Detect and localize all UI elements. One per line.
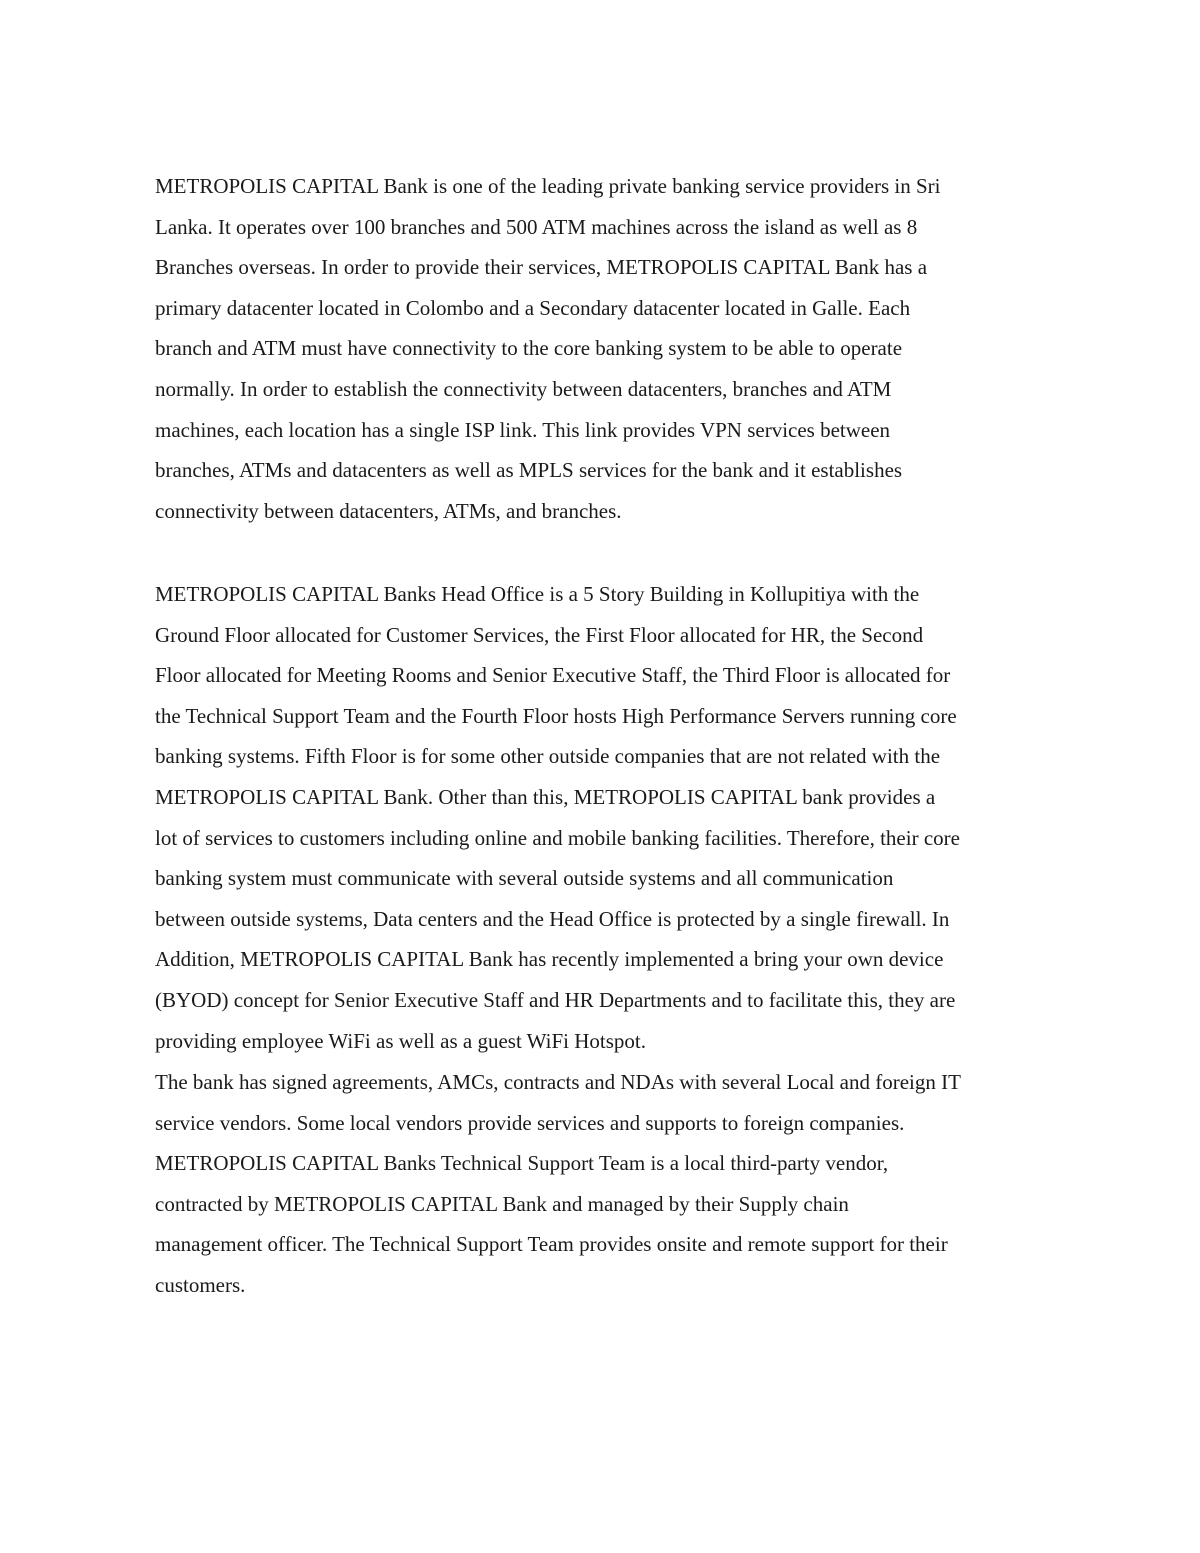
paragraph-line: primary datacenter located in Colombo and a Secondary datacenter located in Galle. Each bbox=[155, 295, 911, 320]
paragraph-line: the Technical Support Team and the Fourth Floor hosts High Performance Servers running core bbox=[155, 703, 957, 728]
paragraph-line: Ground Floor allocated for Customer Services, the First Floor allocated for HR, the Second bbox=[155, 622, 924, 647]
paragraph-line: contracted by METROPOLIS CAPITAL Bank and managed by their Supply chain bbox=[155, 1191, 849, 1216]
paragraph-line: between outside systems, Data centers and the Head Office is protected by a single firewall. In bbox=[155, 906, 950, 931]
paragraph-line: service vendors. Some local vendors provide services and supports to foreign companies. bbox=[155, 1110, 905, 1135]
paragraph-line: management officer. The Technical Support Team provides onsite and remote support for their bbox=[155, 1232, 948, 1257]
paragraph-line: (BYOD) concept for Senior Executive Staff and HR Departments and to facilitate this, they are bbox=[155, 987, 956, 1012]
paragraph-line: customers. bbox=[155, 1272, 246, 1297]
paragraph-bank-overview bbox=[155, 166, 1060, 531]
paragraph-line: Floor allocated for Meeting Rooms and Senior Executive Staff, the Third Floor is allocated for bbox=[155, 663, 951, 688]
paragraph-line: banking system must communicate with several outside systems and all communication bbox=[155, 866, 894, 891]
paragraph-line: The bank has signed agreements, AMCs, contracts and NDAs with several Local and foreign IT bbox=[155, 1070, 961, 1094]
paragraph-line: lot of services to customers including online and mobile banking facilities. Therefore, their core bbox=[155, 825, 960, 850]
paragraph-line: machines, each location has a single ISP link. This link provides VPN services between bbox=[155, 417, 891, 442]
paragraph-line: METROPOLIS CAPITAL Bank. Other than this, METROPOLIS CAPITAL bank provides a bbox=[155, 784, 936, 809]
paragraph-line: Addition, METROPOLIS CAPITAL Bank has recently implemented a bring your own device bbox=[155, 947, 944, 972]
paragraph-line: providing employee WiFi as well as a guest WiFi Hotspot. bbox=[155, 1028, 646, 1053]
paragraph-line: branch and ATM must have connectivity to the core banking system to be able to operate bbox=[155, 336, 903, 361]
paragraph-line: connectivity between datacenters, ATMs, and branches. bbox=[155, 498, 622, 523]
paragraph-line: METROPOLIS CAPITAL Banks Head Office is a 5 Story Building in Kollupitiya with the bbox=[155, 582, 920, 606]
paragraph-vendors bbox=[155, 1062, 1060, 1306]
paragraph-line: METROPOLIS CAPITAL Banks Technical Support Team is a local third-party vendor, bbox=[155, 1151, 889, 1176]
paragraph-line: METROPOLIS CAPITAL Bank is one of the leading private banking service providers in Sri bbox=[155, 174, 941, 198]
paragraph-line: normally. In order to establish the connectivity between datacenters, branches and ATM bbox=[155, 376, 892, 401]
paragraph-head-office bbox=[155, 574, 1060, 1061]
paragraph-line: banking systems. Fifth Floor is for some other outside companies that are not related with the bbox=[155, 744, 941, 769]
paragraph-line: branches, ATMs and datacenters as well as MPLS services for the bank and it establishes bbox=[155, 458, 903, 483]
paragraph-line: Lanka. It operates over 100 branches and 500 ATM machines across the island as well as 8 bbox=[155, 214, 918, 239]
paragraph-line: Branches overseas. In order to provide their services, METROPOLIS CAPITAL Bank has a bbox=[155, 255, 928, 280]
